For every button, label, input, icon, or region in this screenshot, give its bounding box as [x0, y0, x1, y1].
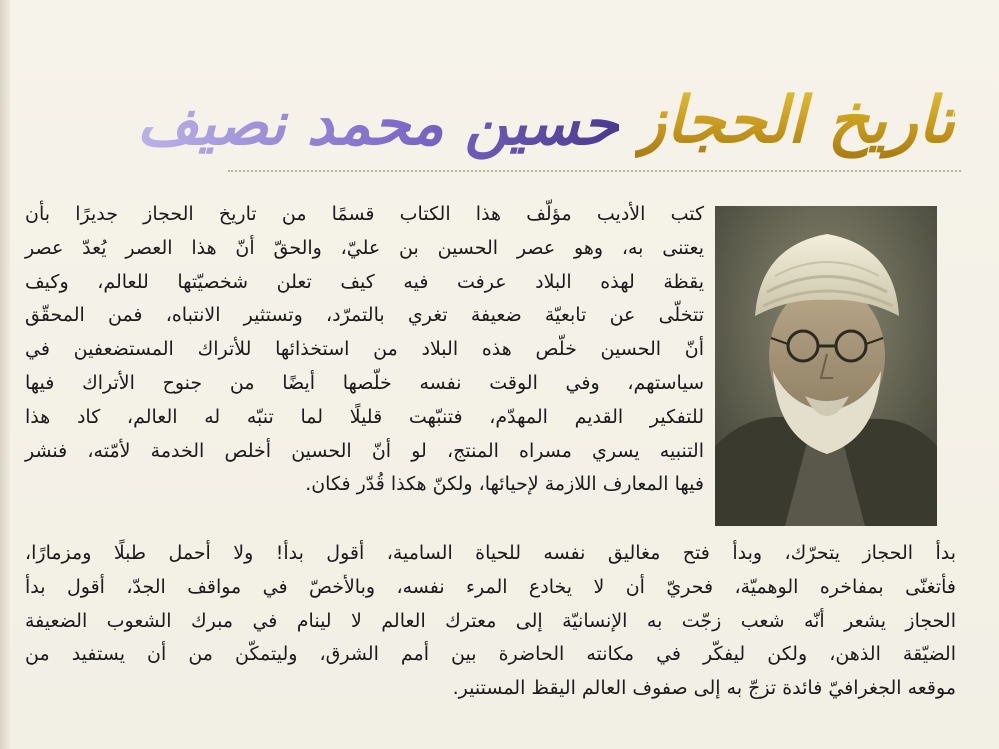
- text-line: سياستهم، وفي الوقت نفسه خلّصها أيضًا من جنوح الأتراك فيها: [25, 371, 704, 394]
- text-line: يعتنى به، وهو عصر الحسين بن عليّ، والحقّ أنّ هذا العصر يُعدّ عصر: [25, 236, 704, 259]
- article-paragraph-2: [25, 537, 956, 706]
- text-line: التنبيه يسري مسراه المنتج، لو أنّ الحسين أخلص الخدمة لأمّته، فنشر: [25, 439, 704, 462]
- text-line: يقظة لهذه البلاد عرفت فيه كيف تعلن شخصيّتها للعالم، وكيف: [25, 270, 704, 293]
- page-edge: [0, 0, 10, 749]
- book-title: تاريخ الحجاز: [635, 83, 955, 159]
- text-line: فأتغنّى بمفاخره الوهميّة، فحريّ أن لا يخادع المرء نفسه، وبالأخصّ في مواقف الجدّ، أقول بدأ: [25, 575, 956, 598]
- dotted-divider: [228, 170, 961, 172]
- header: [137, 40, 955, 160]
- text-line: الحجاز يشعر أنّه شعب زجّت به الإنسانيّة إلى معترك العالم لا لينام في مبرك الشعوب الضعيفة: [25, 609, 956, 632]
- text-line: أنّ الحسين خلّص هذه البلاد من استخذائها للأتراك المستضعفين في: [25, 338, 704, 361]
- text-line: تتخلّى عن تابعيّة ضعيفة تغري بالتمرّد، وتستثير الانتباه، فمن المحقّق: [25, 304, 704, 327]
- book-author: حسين محمد نصيف: [136, 89, 620, 159]
- text-line: للتفكير القديم المهدّم، فتنبّهت قليلًا لما تنبّه له العالم، كاد هذا: [25, 405, 704, 428]
- text-line: بدأ الحجاز يتحرّك، وبدأ فتح مغاليق نفسه للحياة السامية، أقول بدأ! ولا أحمل طبلًا ومزمارًا،: [25, 542, 956, 564]
- text-line: كتب الأديب مؤلّف هذا الكتاب قسمًا من تاريخ الحجاز جديرًا بأن: [25, 203, 704, 225]
- text-line: الضيّقة الذهن، ولكن ليفكّر في مكانته الحاضرة بين أمم الشرق، وليتمكّن من أن يستفيد من: [25, 643, 956, 666]
- text-line: موقعه الجغرافيّ فائدة تزجّ به إلى صفوف العالم اليقظ المستنير.: [452, 677, 956, 700]
- article-paragraph-1: [25, 198, 704, 502]
- text-line: فيها المعارف اللازمة لإحيائها، ولكنّ هكذا قُدّر فكان.: [305, 473, 704, 496]
- author-portrait: [715, 206, 937, 526]
